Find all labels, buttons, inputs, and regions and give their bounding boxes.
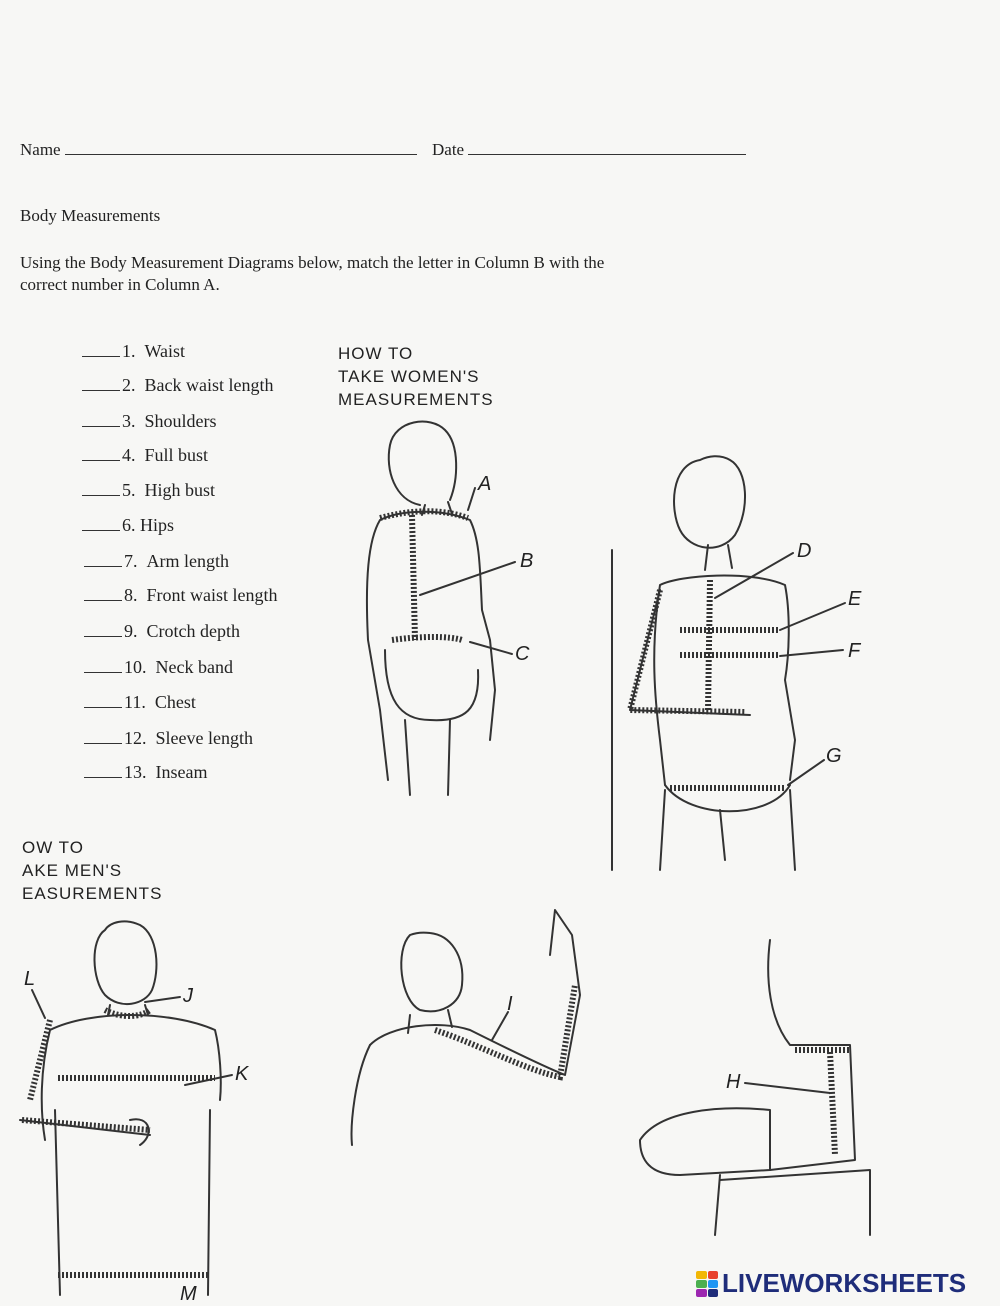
label-g: G <box>826 745 842 767</box>
women-heading-line-2: TAKE WOMEN'S <box>338 367 480 386</box>
liveworksheets-logo <box>696 1268 966 1299</box>
item-label: Neck band <box>155 657 233 677</box>
label-m: M <box>180 1283 197 1305</box>
item-label: Chest <box>154 692 196 712</box>
liveworksheets-logo-icon <box>696 1271 718 1297</box>
item-number: 2. <box>122 375 136 395</box>
item-label: Crotch depth <box>146 621 240 641</box>
item-number: 6. <box>122 515 136 535</box>
item-number: 3. <box>122 411 136 431</box>
page-title: Body Measurements <box>20 206 161 225</box>
item-label: Shoulders <box>144 411 217 431</box>
instructions-line-1: Using the Body Measurement Diagrams below, match the letter in Column B with the <box>20 253 605 272</box>
label-h: H <box>726 1071 741 1093</box>
men-heading-line-3: EASUREMENTS <box>22 884 163 903</box>
men-heading-line-2: AKE MEN'S <box>22 861 123 880</box>
item-number: 12. <box>124 728 147 748</box>
item-number: 8. <box>124 585 138 605</box>
item-label: Waist <box>144 341 186 361</box>
item-label: Full bust <box>144 445 209 465</box>
item-number: 9. <box>124 621 138 641</box>
liveworksheets-text: LIVEWORKSHEETS <box>722 1268 967 1298</box>
label-c: C <box>515 643 530 665</box>
date-label: Date <box>432 140 465 159</box>
instructions-line-2: correct number in Column A. <box>20 275 220 294</box>
label-d: D <box>797 540 812 562</box>
item-label: Hips <box>140 515 175 535</box>
item-label: Arm length <box>146 551 229 571</box>
men-heading-line-1: OW TO <box>22 838 84 857</box>
item-number: 4. <box>122 445 136 465</box>
women-heading-line-1: HOW TO <box>338 344 414 363</box>
item-label: High bust <box>144 480 216 500</box>
item-label: Back waist length <box>144 375 274 395</box>
item-number: 13. <box>124 762 147 782</box>
item-label: Front waist length <box>146 585 278 605</box>
item-number: 11. <box>124 692 146 712</box>
item-number: 1. <box>122 341 136 361</box>
item-label: Sleeve length <box>155 728 253 748</box>
label-f: F <box>848 640 861 662</box>
label-j: J <box>183 985 193 1007</box>
label-e: E <box>848 588 862 610</box>
women-heading-line-3: MEASUREMENTS <box>338 390 494 409</box>
label-l: L <box>24 968 36 990</box>
label-k: K <box>235 1063 249 1085</box>
label-a: A <box>478 473 492 495</box>
item-label: Inseam <box>155 762 208 782</box>
item-number: 5. <box>122 480 136 500</box>
label-b: B <box>520 550 534 572</box>
item-number: 10. <box>124 657 147 677</box>
name-label: Name <box>20 140 61 159</box>
label-i: I <box>507 993 513 1015</box>
item-number: 7. <box>124 551 138 571</box>
